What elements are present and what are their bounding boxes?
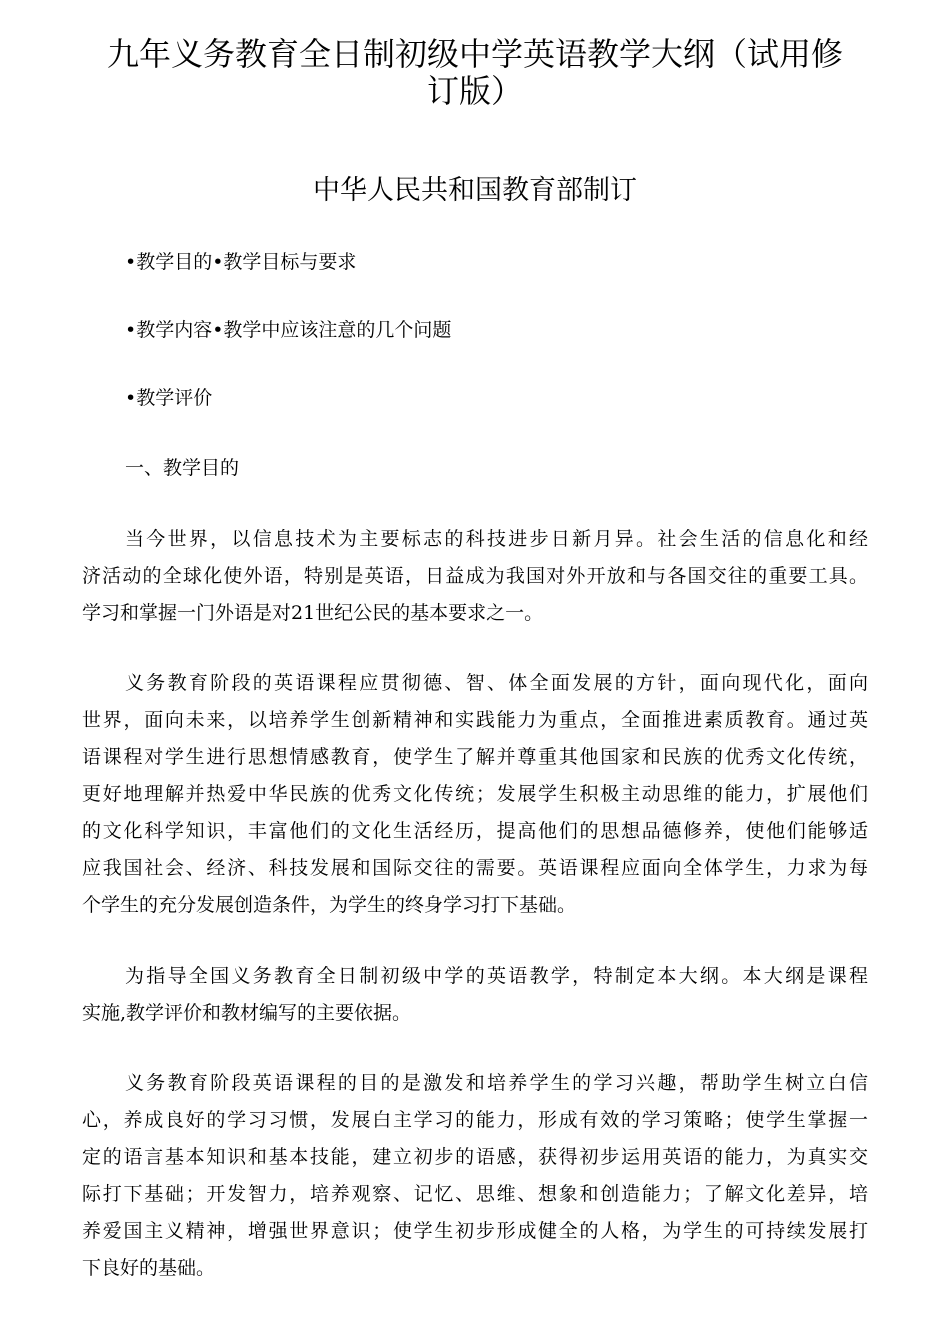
- paragraph-line: 的文化科学知识，丰富他们的文化生活经历，提高他们的思想品德修养，使他们能够适: [82, 820, 868, 842]
- paragraph-line: 心，养成良好的学习习惯，发展白主学习的能力，形成有效的学习策略；使学生掌握一: [82, 1109, 868, 1131]
- paragraph-line: 世界，面向未来，以培养学生创新精神和实践能力为重点，全面推进素质教育。通过英: [82, 709, 868, 731]
- paragraph-line: 义务教育阶段的英语课程应贯彻德、智、体全面发展的方针，面向现代化，面向: [125, 672, 868, 694]
- paragraph-line: 应我国社会、经济、科技发展和国际交往的需要。英语课程应面向全体学生，力求为每: [82, 857, 868, 879]
- paragraph-line: 更好地理解并热爱中华民族的优秀文化传统；发展学生积极主动思维的能力，扩展他们: [82, 783, 868, 805]
- document-title-line-1: 九年义务教育全日制初级中学英语教学大纲（试用修: [106, 35, 843, 73]
- paragraph-line: 义务教育阶段英语课程的目的是激发和培养学生的学习兴趣，帮助学生树立白信: [125, 1072, 868, 1094]
- paragraph-line: 实施,教学评价和教材编写的主要依据。: [82, 1002, 412, 1024]
- toc-item: •教学评价: [125, 387, 213, 409]
- paragraph-line: 际打下基础；开发智力，培养观察、记忆、思维、想象和创造能力；了解文化差异，培: [82, 1183, 868, 1205]
- toc-item: •教学目的•教学目标与要求: [125, 251, 357, 273]
- paragraph-line: 养爱国主义精神，增强世界意识；使学生初步形成健全的人格，为学生的可持续发展打: [82, 1220, 868, 1242]
- paragraph-line: 下良好的基础。: [82, 1257, 216, 1279]
- paragraph-line: 济活动的全球化使外语，特别是英语，日益成为我国对外开放和与各国交往的重要工具。: [82, 565, 868, 587]
- toc-item: •教学内容•教学中应该注意的几个问题: [125, 319, 452, 341]
- paragraph-line: 个学生的充分发展创造条件，为学生的终身学习打下基础。: [82, 894, 577, 916]
- section-heading: 一、教学目的: [125, 457, 240, 479]
- document-subtitle: 中华人民共和国教育部制订: [313, 175, 637, 206]
- paragraph-line: 学习和掌握一门外语是对21世纪公民的基本要求之一。: [82, 602, 544, 624]
- paragraph-line: 语课程对学生进行思想情感教育，使学生了解并尊重其他国家和民族的优秀文化传统，: [82, 746, 868, 768]
- paragraph-line: 定的语言基本知识和基本技能，建立初步的语感，获得初步运用英语的能力，为真实交: [82, 1146, 868, 1168]
- document-title-line-2: 订版）: [426, 72, 523, 110]
- paragraph-line: 当今世界，以信息技术为主要标志的科技进步日新月异。社会生活的信息化和经: [125, 528, 868, 550]
- paragraph-line: 为指导全国义务教育全日制初级中学的英语教学，特制定本大纲。本大纲是课程: [125, 965, 868, 987]
